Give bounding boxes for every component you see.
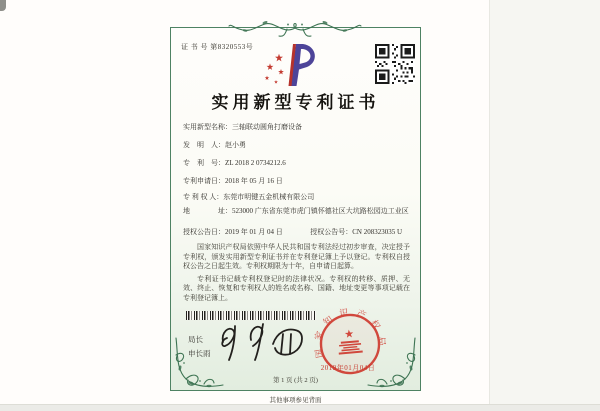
field-value: 赵小勇 <box>225 141 246 149</box>
top-flourish-icon <box>225 15 365 41</box>
page-number: 第 1 页 (共 2 页) <box>273 377 318 384</box>
paragraph-1: 国家知识产权局依照中华人民共和国专利法经过初步审查，决定授予专利权，颁发实用新型专利证书并在专利登记簿上予以登记。专利权自授权公告之日起生效。专利权期限为十年，自申请日起算。 <box>183 243 410 271</box>
field-row-grant <box>183 228 402 237</box>
field-label: 发 明 人： <box>183 141 225 149</box>
director-signature-icon <box>213 320 313 364</box>
seal-date: 2019年01月04日 <box>320 364 376 372</box>
certificate-title: 实用新型专利证书 <box>211 93 380 112</box>
barcode <box>186 311 316 320</box>
director-name: 申长雨 <box>188 349 211 358</box>
grant-date: 授权公告日：2019 年 01 月 04 日 <box>183 228 283 236</box>
field-value: 东莞市明键五金机械有限公司 <box>223 193 315 201</box>
paragraph-2: 专利证书记载专利权登记时的法律状况。专利权的转移、质押、无效、终止、恢复和专利权人的姓名或名称、国籍、地址变更等事项记载在专利登记簿上。 <box>183 274 410 302</box>
field-value: ZL 2018 2 0734212.6 <box>225 159 286 167</box>
field-row-filing-date <box>183 177 413 186</box>
field-row-patentee <box>183 193 413 202</box>
field-row-patent-no <box>183 159 413 168</box>
field-value: 523000 广东省东莞市虎门镇怀德社区大坑路松园边工业区 <box>232 207 409 215</box>
field-label: 专利申请日： <box>183 177 225 185</box>
qr-code <box>375 44 415 84</box>
field-row-inventor <box>183 141 413 150</box>
field-label: 实用新型名称： <box>183 123 232 131</box>
field-row-address <box>183 207 413 216</box>
certificate-number: 证 书 号 第8320553号 <box>181 43 254 51</box>
grant-number: 授权公告号：CN 208323035 U <box>310 228 402 236</box>
field-label: 专 利 权 人： <box>183 193 224 201</box>
field-value: 2018 年 05 月 16 日 <box>225 177 283 185</box>
paper-bottom-shadow <box>0 404 600 411</box>
field-label: 专 利 号： <box>183 159 225 167</box>
field-value: 三轴联动圆角打磨设备 <box>232 123 302 131</box>
back-note: 其他事项参见背面 <box>269 397 322 404</box>
paper-right-edge <box>489 0 600 411</box>
legal-paragraphs <box>183 243 410 307</box>
director-title: 局长 <box>188 335 203 344</box>
cnipa-logo-icon <box>262 42 324 88</box>
scan-smudge <box>0 0 6 11</box>
field-row-name <box>183 123 413 132</box>
field-label: 地 址： <box>183 207 232 215</box>
seal-org-text: 国家知识产权局 <box>312 306 388 359</box>
